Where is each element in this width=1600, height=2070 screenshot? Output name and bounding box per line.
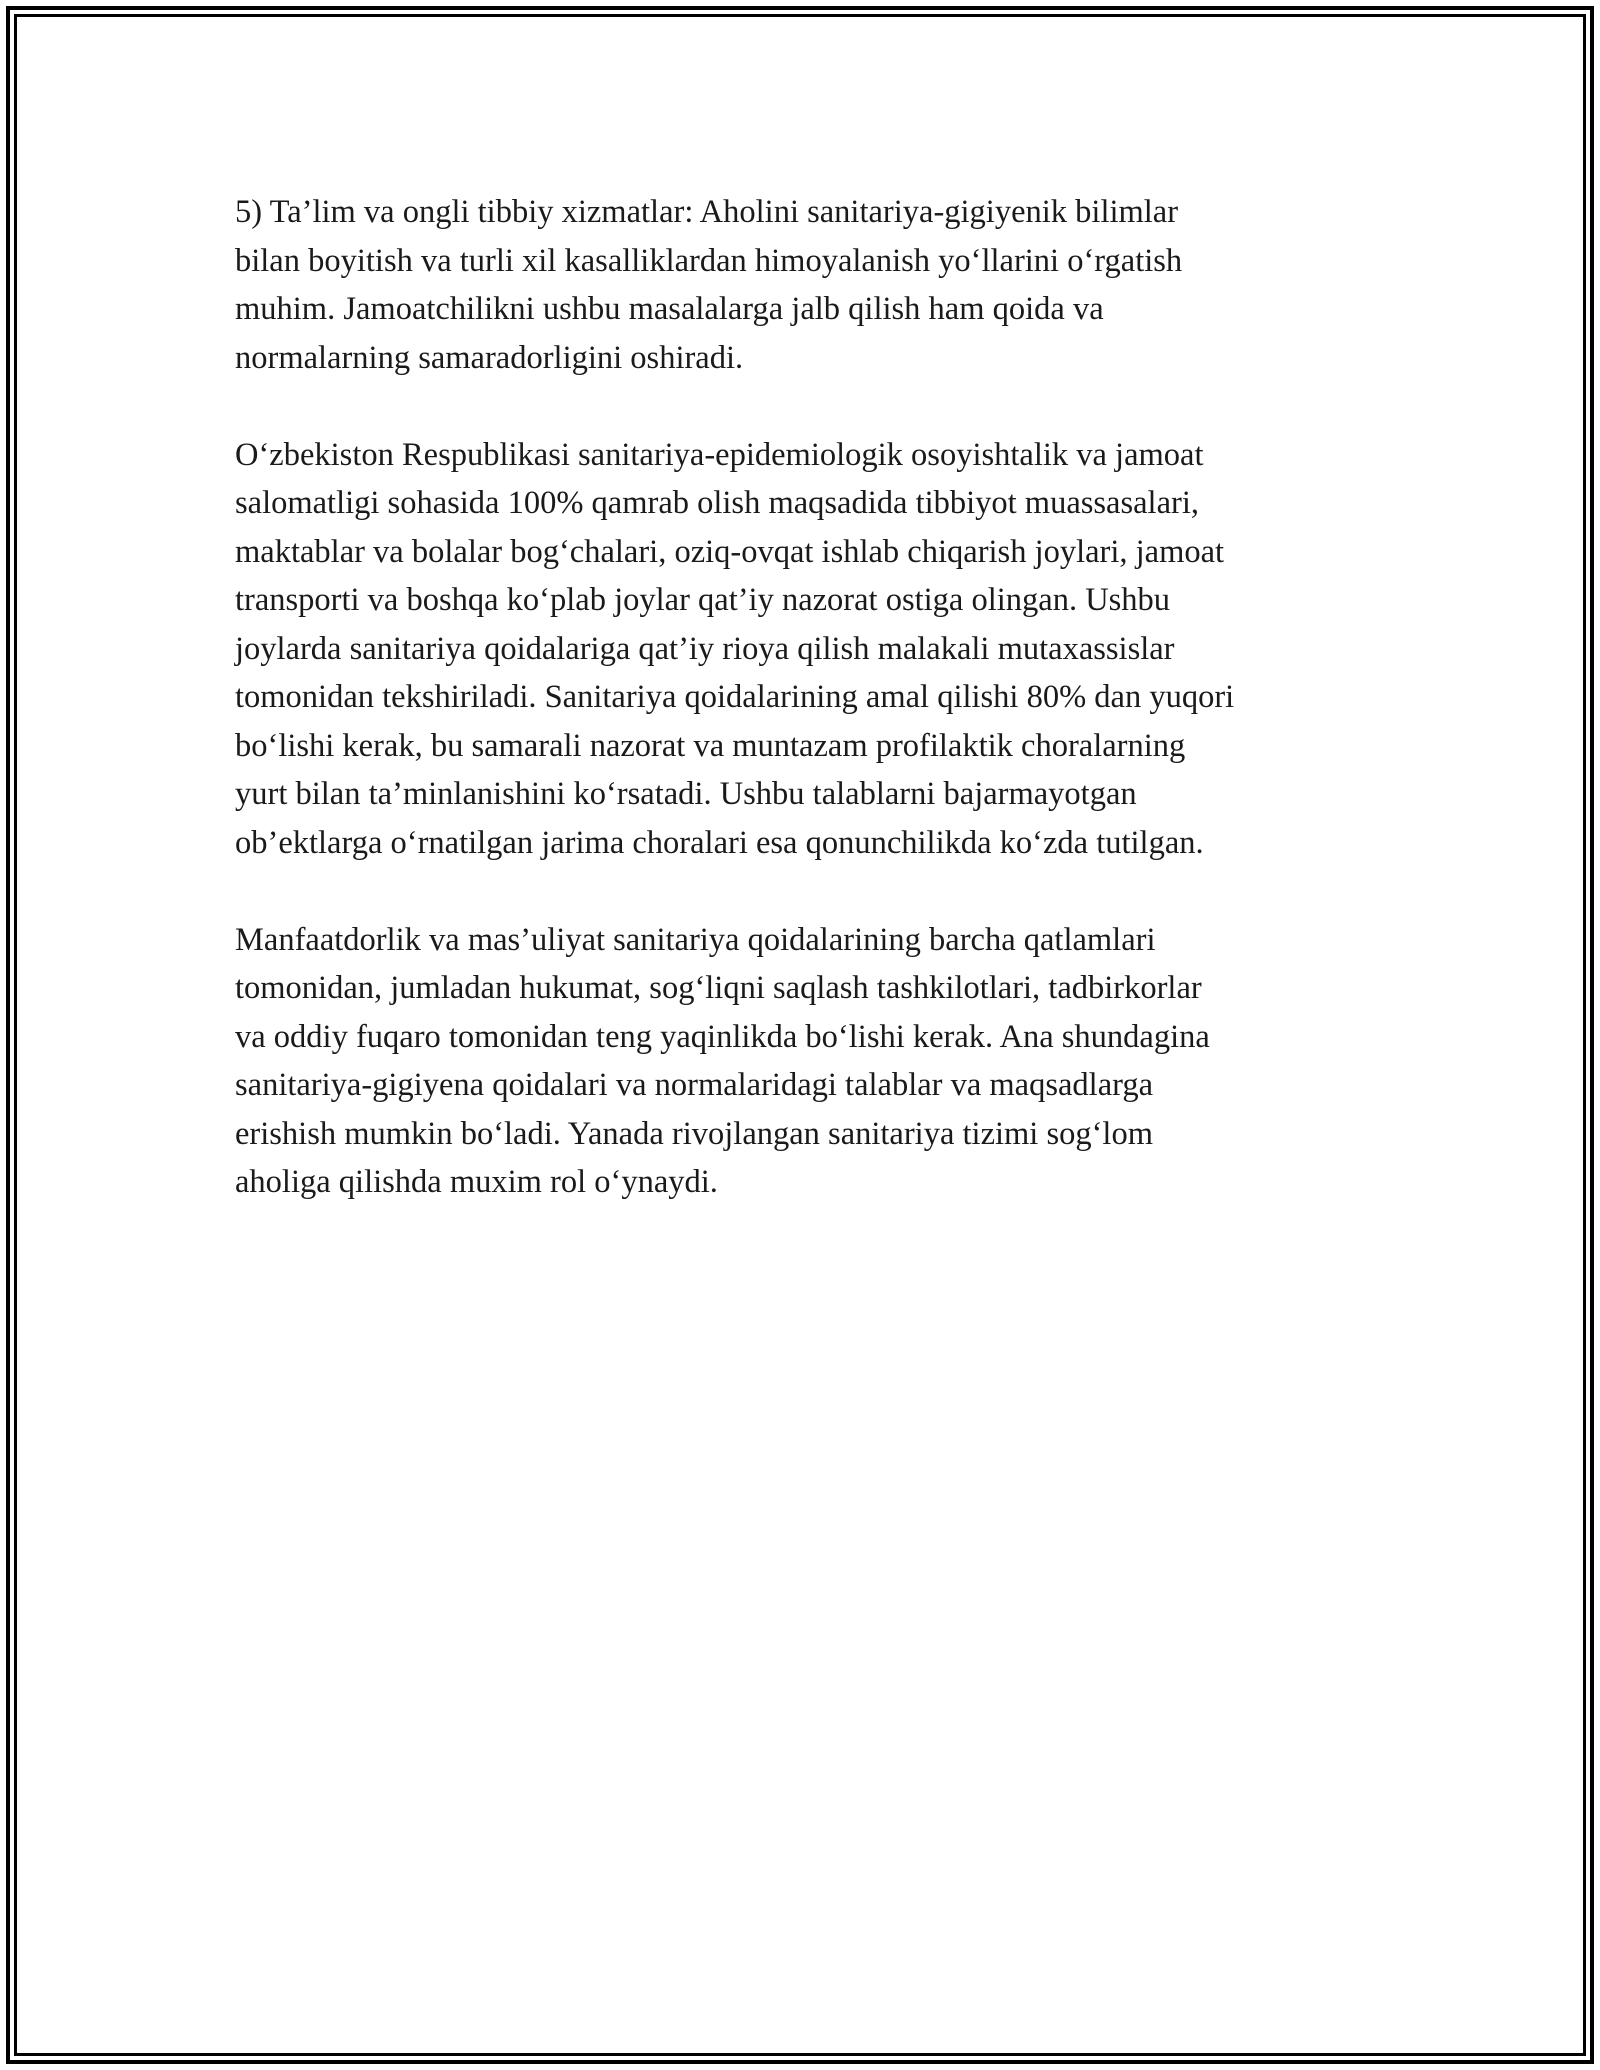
text-line: joylarda sanitariya qoidalariga qat’iy rioya qilish malakali mutaxassislar <box>235 630 1175 667</box>
document-body <box>235 188 1415 1255</box>
text-line: ob’ektlarga o‘rnatilgan jarima choralari esa qonunchilikda ko‘zda tutilgan. <box>235 824 1204 861</box>
text-line: erishish mumkin bo‘ladi. Yanada rivojlangan sanitariya tizimi sog‘lom <box>235 1115 1153 1152</box>
text-line: Manfaatdorlik va mas’uliyat sanitariya qoidalarining barcha qatlamlari <box>235 921 1156 958</box>
text-line: transporti va boshqa ko‘plab joylar qat’iy nazorat ostiga olingan. Ushbu <box>235 582 1171 618</box>
paragraph-control <box>235 431 1415 868</box>
text-line: bo‘lishi kerak, bu samarali nazorat va muntazam profilaktik choralarning <box>235 727 1186 764</box>
text-line: normalarning samaradorligini oshiradi. <box>235 339 744 376</box>
text-line: salomatligi sohasida 100% qamrab olish maqsadida tibbiyot muassasalari, <box>235 485 1199 521</box>
text-line: tomonidan, jumladan hukumat, sog‘liqni saqlash tashkilotlari, tadbirkorlar <box>235 970 1202 1006</box>
paragraph-education <box>235 188 1415 382</box>
text-line: bilan boyitish va turli xil kasalliklardan himoyalanish yo‘llarini o‘rgatish <box>235 242 1183 279</box>
text-line: maktablar va bolalar bog‘chalari, oziq-ovqat ishlab chiqarish joylari, jamoat <box>235 533 1225 570</box>
text-line: va oddiy fuqaro tomonidan teng yaqinlikda bo‘lishi kerak. Ana shundagina <box>235 1018 1210 1055</box>
text-line: O‘zbekiston Respublikasi sanitariya-epidemiologik osoyishtalik va jamoat <box>235 436 1204 473</box>
text-line: aholiga qilishda muxim rol o‘ynaydi. <box>235 1164 718 1200</box>
paragraph-responsibility <box>235 916 1415 1207</box>
text-line: tomonidan tekshiriladi. Sanitariya qoidalarining amal qilishi 80% dan yuqori <box>235 679 1235 715</box>
text-line: muhim. Jamoatchilikni ushbu masalalarga jalb qilish ham qoida va <box>235 291 1104 327</box>
text-line: 5) Ta’lim va ongli tibbiy xizmatlar: Aholini sanitariya-gigiyenik bilimlar <box>235 194 1179 230</box>
text-line: yurt bilan ta’minlanishini ko‘rsatadi. Ushbu talablarni bajarmayotgan <box>235 776 1137 812</box>
text-line: sanitariya-gigiyena qoidalari va normalaridagi talablar va maqsadlarga <box>235 1067 1154 1103</box>
